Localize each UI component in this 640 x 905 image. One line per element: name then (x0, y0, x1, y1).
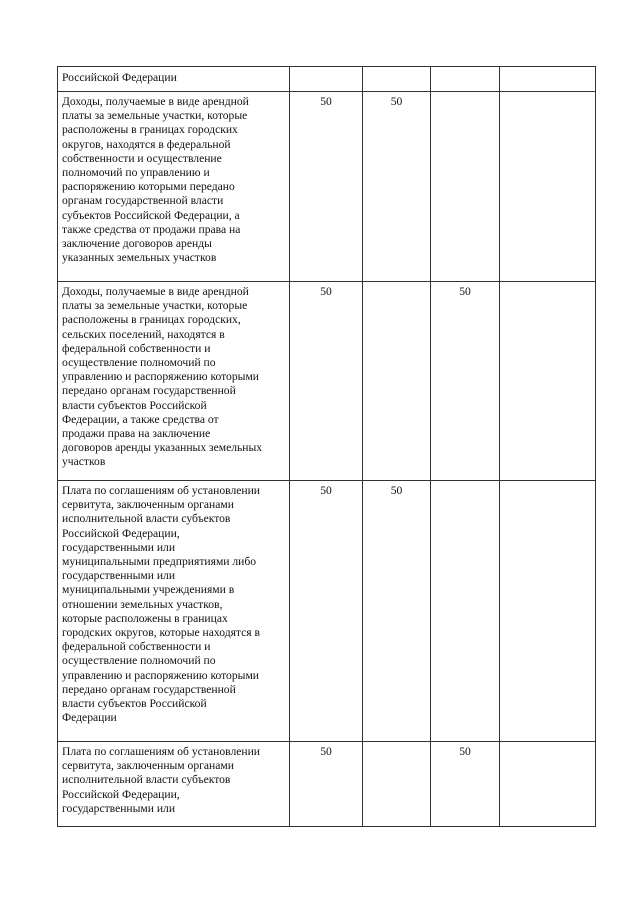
description-line: расположены в границах городских (62, 123, 238, 137)
description-line: продажи права на заключение (62, 427, 211, 441)
description-line: субъектов Российской Федерации, а (62, 208, 240, 222)
description-line: городских округов, которые находятся в (62, 626, 260, 640)
value-cell-col-2 (363, 742, 431, 827)
description-line: заключение договоров аренды (62, 237, 212, 251)
description-line: Российской Федерации, (62, 787, 180, 801)
description-line: муниципальными учреждениями в (62, 583, 235, 597)
description-line: федеральной собственности и (62, 640, 211, 654)
description-line: Доходы, получаемые в виде арендной (62, 95, 249, 108)
description-line: сервитута, заключенным органами (62, 498, 234, 512)
description-line: Плата по соглашениям об установлении (62, 745, 261, 758)
description-line: государственными или (62, 801, 176, 815)
description-line: управлению и распоряжению которыми (62, 668, 259, 682)
table-row (58, 67, 596, 92)
description-line: сервитута, заключенным органами (62, 759, 234, 773)
description-line: Плата по соглашениям об установлении (62, 484, 261, 497)
description-line: платы за земельные участки, которые (62, 109, 248, 123)
description-line: отношении земельных участков, (62, 597, 223, 611)
value-cell-col-3 (431, 92, 500, 282)
value-cell-col-4 (500, 481, 596, 742)
description-line: указанных земельных участков (62, 251, 217, 265)
row-description (58, 92, 290, 282)
description-line: договоров аренды указанных земельных (62, 441, 263, 455)
row-description (58, 282, 290, 481)
description-line: также средства от продажи права на (62, 222, 241, 236)
description-line: исполнительной власти субъектов (62, 773, 231, 787)
description-line: государственными или (62, 569, 176, 583)
row-description (58, 481, 290, 742)
value-cell-col-2 (363, 282, 431, 481)
value-cell-col-3: 50 (431, 282, 500, 481)
description-line: участков (62, 455, 106, 469)
description-line: расположены в границах городских, (62, 313, 241, 327)
value-cell-col-3: 50 (431, 742, 500, 827)
description-line: федеральной собственности и (62, 341, 211, 355)
description-line: органам государственной власти (62, 194, 224, 208)
description-line: Доходы, получаемые в виде арендной (62, 285, 249, 298)
value-cell-col-3 (431, 67, 500, 92)
description-line: муниципальными предприятиями либо (62, 555, 257, 569)
description-line: передано органам государственной (62, 384, 236, 398)
description-line: государственными или (62, 540, 176, 554)
value-cell-col-4 (500, 282, 596, 481)
value-cell-col-1: 50 (290, 742, 363, 827)
value-cell-col-2: 50 (363, 92, 431, 282)
table-row (58, 282, 596, 481)
revenue-distribution-table (57, 66, 596, 827)
description-line: Российской Федерации (62, 71, 177, 84)
table-body (58, 67, 596, 827)
value-cell-col-4 (500, 67, 596, 92)
description-line: передано органам государственной (62, 682, 236, 696)
value-cell-col-4 (500, 742, 596, 827)
description-line: Федерации (62, 711, 117, 725)
value-cell-col-4 (500, 92, 596, 282)
description-line: округов, находятся в федеральной (62, 137, 231, 151)
value-cell-col-2: 50 (363, 481, 431, 742)
description-line: полномочий по управлению и (62, 166, 210, 180)
description-line: власти субъектов Российской (62, 697, 207, 711)
row-description (58, 742, 290, 827)
description-line: власти субъектов Российской (62, 398, 207, 412)
value-cell-col-2 (363, 67, 431, 92)
value-cell-col-1: 50 (290, 481, 363, 742)
value-cell-col-3 (431, 481, 500, 742)
description-line: которые расположены в границах (62, 611, 228, 625)
table-row (58, 742, 596, 827)
description-line: собственности и осуществление (62, 151, 222, 165)
value-cell-col-1 (290, 67, 363, 92)
table-row (58, 92, 596, 282)
value-cell-col-1: 50 (290, 92, 363, 282)
value-cell-col-1: 50 (290, 282, 363, 481)
description-line: сельских поселений, находятся в (62, 327, 225, 341)
row-description (58, 67, 290, 92)
description-line: распоряжению которыми передано (62, 180, 235, 194)
description-line: Российской Федерации, (62, 526, 180, 540)
description-line: осуществление полномочий по (62, 654, 216, 668)
table-row (58, 481, 596, 742)
description-line: осуществление полномочий по (62, 356, 216, 370)
description-line: платы за земельные участки, которые (62, 299, 248, 313)
description-line: Федерации, а также средства от (62, 412, 219, 426)
description-line: управлению и распоряжению которыми (62, 370, 259, 384)
description-line: исполнительной власти субъектов (62, 512, 231, 526)
